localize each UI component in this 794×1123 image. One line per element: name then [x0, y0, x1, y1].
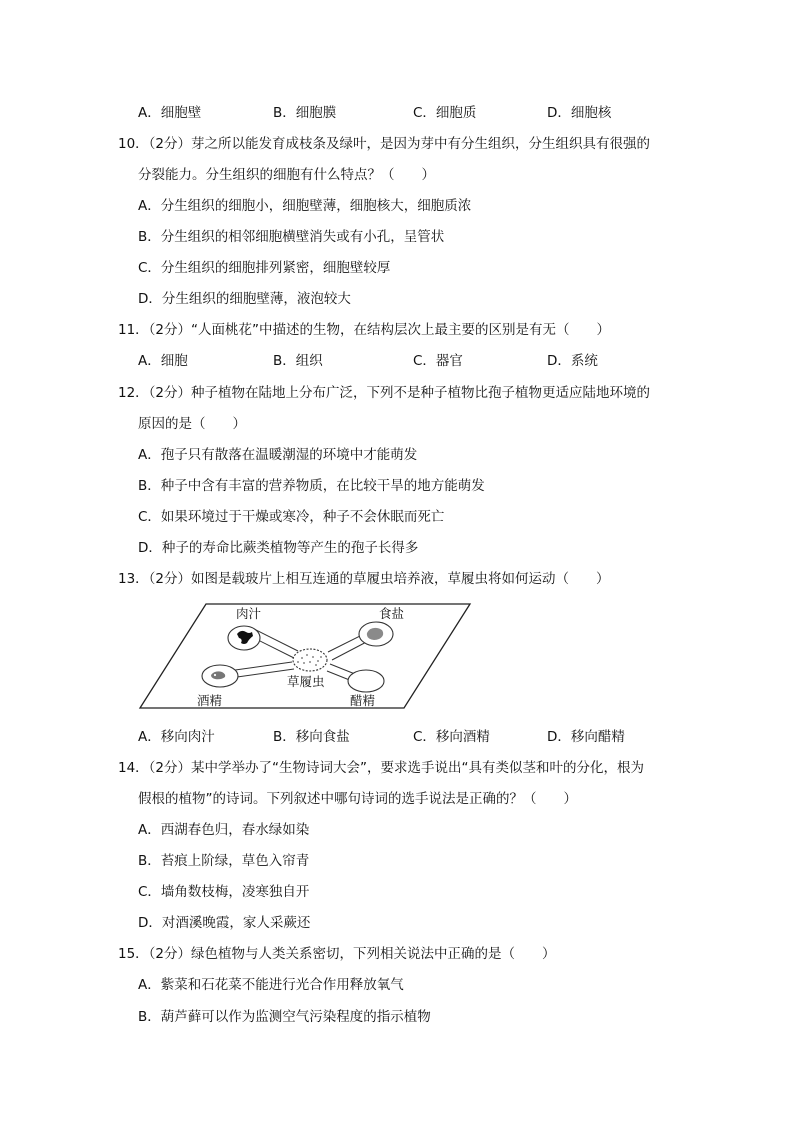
q9-option-d[interactable]: D．细胞核 [547, 105, 612, 121]
q13-option-d[interactable]: D．移向醋精 [547, 729, 625, 745]
label-paramecium: 草履虫 [287, 674, 325, 689]
q12-option-c[interactable]: C．如果环境过于干燥或寒冷，种子不会休眠而死亡 [138, 509, 445, 525]
q11-stem-line1: 11．（2分）“人面桃花”中描述的生物，在结构层次上最主要的区别是有无（ ） [118, 322, 611, 338]
q12-option-b[interactable]: B．种子中含有丰富的营养物质，在比较干旱的地方能萌发 [138, 478, 485, 494]
label-salt: 食盐 [379, 606, 405, 621]
q14-option-a[interactable]: A．西湖春色归，春水绿如染 [138, 822, 310, 838]
slide-diagram [138, 600, 472, 712]
channel-alcohol-edge [230, 669, 294, 678]
slide-figure [138, 600, 472, 712]
q10-stem-line2: 分裂能力。分生组织的细胞有什么特点？（ ） [138, 167, 435, 183]
q14-stem-line1: 14．（2分）某中学举办了“生物诗词大会”，要求选手说出“具有类似茎和叶的分化，根为 [118, 760, 644, 776]
q12-stem-line2: 原因的是（ ） [138, 416, 246, 432]
q10-stem-line1: 10．（2分）芽之所以能发育成枝条及绿叶，是因为芽中有分生组织，分生组织具有很强的 [118, 136, 651, 152]
q14-option-b[interactable]: B．苔痕上阶绿，草色入帘青 [138, 853, 310, 869]
label-meat: 肉汁 [236, 606, 262, 621]
q13-option-c[interactable]: C．移向酒精 [413, 729, 490, 745]
q15-option-b[interactable]: B．葫芦藓可以作为监测空气污染程度的指示植物 [138, 1009, 431, 1025]
q10-option-c[interactable]: C．分生组织的细胞排列紧密，细胞壁较厚 [138, 260, 391, 276]
q12-option-d[interactable]: D．种子的寿命比蕨类植物等产生的孢子长得多 [138, 540, 419, 556]
q14-stem-line2: 假根的植物”的诗词。下列叙述中哪句诗词的选手说法是正确的？（ ） [138, 791, 577, 807]
q10-option-a[interactable]: A．分生组织的细胞小，细胞壁薄，细胞核大，细胞质浓 [138, 198, 472, 214]
channel-alcohol [228, 662, 292, 671]
q15-stem-line1: 15．（2分）绿色植物与人类关系密切，下列相关说法中正确的是（ ） [118, 946, 556, 962]
label-vinegar: 醋精 [350, 693, 376, 708]
q11-option-b[interactable]: B．组织 [273, 353, 323, 369]
q13-option-a[interactable]: A．移向肉汁 [138, 729, 215, 745]
q9-option-a[interactable]: A．细胞壁 [138, 105, 202, 121]
q10-option-d[interactable]: D．分生组织的细胞壁薄，液泡较大 [138, 291, 351, 307]
q11-option-a[interactable]: A．细胞 [138, 353, 188, 369]
q15-option-a[interactable]: A．紫菜和石花菜不能进行光合作用释放氧气 [138, 977, 404, 993]
q10-option-b[interactable]: B．分生组织的相邻细胞横壁消失或有小孔，呈管状 [138, 229, 445, 245]
q12-stem-line1: 12．（2分）种子植物在陆地上分布广泛，下列不是种子植物比孢子植物更适应陆地环境的 [118, 385, 651, 401]
q11-option-c[interactable]: C．器官 [413, 353, 463, 369]
vinegar-drop [348, 670, 384, 692]
paramecium-drop [293, 649, 327, 671]
label-alcohol: 酒精 [197, 693, 223, 708]
q12-option-a[interactable]: A．孢子只有散落在温暖潮湿的环境中才能萌发 [138, 447, 418, 463]
q14-option-d[interactable]: D．对酒溪晚霞，家人采蕨还 [138, 915, 311, 931]
q11-option-d[interactable]: D．系统 [547, 353, 598, 369]
q13-option-b[interactable]: B．移向食盐 [273, 729, 350, 745]
channel-meat-edge [254, 629, 298, 651]
q14-option-c[interactable]: C．墙角数枝梅，凌寒独自开 [138, 884, 310, 900]
q13-stem-line1: 13．（2分）如图是载玻片上相互连通的草履虫培养液，草履虫将如何运动（ ） [118, 571, 610, 587]
q9-option-c[interactable]: C．细胞质 [413, 105, 477, 121]
q9-option-b[interactable]: B．细胞膜 [273, 105, 337, 121]
